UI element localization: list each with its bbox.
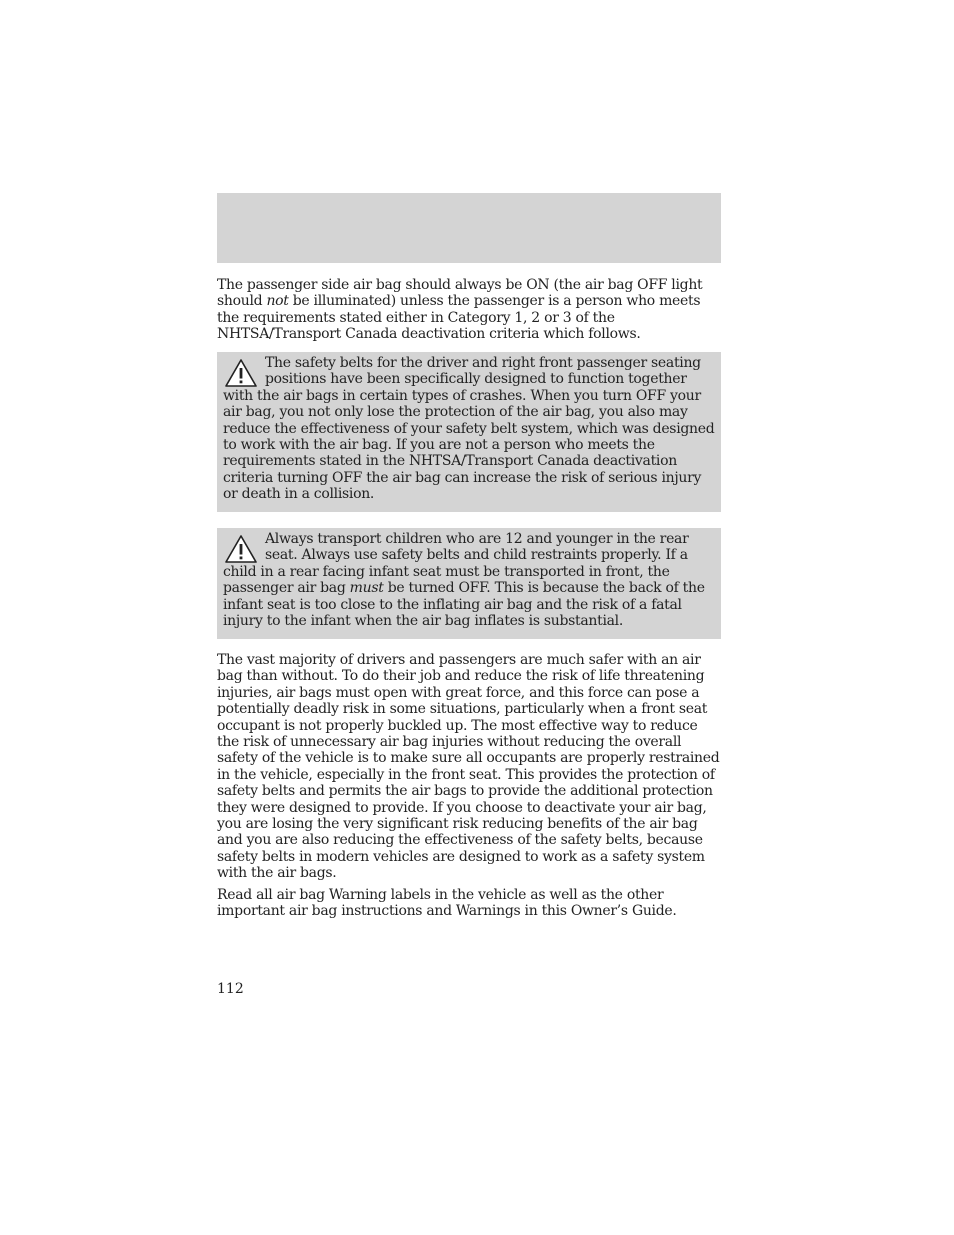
intro-emphasis: not <box>266 293 289 310</box>
warning-box-children <box>217 528 721 639</box>
warning-text-part1: Always transport children who are 12 and younger in the rear seat. Always use safety belts and child restraints properly. If a child in a rear facing infant seat must be transported in front, the passenger air bag <box>223 531 689 597</box>
intro-text-part2: be illuminated) unless the passenger is a person who meets the requirements stated either in Category 1, 2 or 3 of the NHTSA/Transport Canada deactivation criteria which follows. <box>217 293 701 343</box>
page-number: 112 <box>217 981 244 997</box>
body-paragraph: The vast majority of drivers and passengers are much safer with an air bag than without. To do their job and reduce the risk of life threatening injuries, air bags must open with great force, and this force can pose a potentially deadly risk in some situations, particularly when a front seat occupant is not properly buckled up. The most effective way to reduce the risk of unnecessary air bag injuries without reducing the overall safety of the vehicle is to make sure all occupants are properly restrained in the vehicle, especially in the front seat. This provides the protection of safety belts and permits the air bags to provide the additional protection they were designed to provide. If you choose to deactivate your air bag, you are losing the very significant risk reducing benefits of the air bag and you are also reducing the effectiveness of the safety belts, because safety belts in modern vehicles are designed to work as a safety system with the air bags. <box>217 652 720 882</box>
warning-text: The safety belts for the driver and right front passenger seating positions have been specifically designed to function together with the air bags in certain types of crashes. When you turn OFF your air bag, you not only lose the protection of the air bag, you also may reduce the effectiveness of your safety belt system, which was designed to work with the air bag. If you are not a person who meets the requirements stated in the NHTSA/Transport Canada deactivation criteria turning OFF the air bag can increase the risk of serious injury or death in a collision. <box>223 355 715 503</box>
warning-box-safety-belts <box>217 352 721 512</box>
warning-emphasis: must <box>349 580 384 597</box>
section-header-band <box>217 193 721 263</box>
intro-text-part1: The passenger side air bag should always be ON (the air bag OFF light should <box>217 277 703 310</box>
closing-paragraph: Read all air bag Warning labels in the vehicle as well as the other important air bag instructions and Warnings in this Owner’s Guide. <box>217 887 677 920</box>
warning-text-part2: be turned OFF. This is because the back of the infant seat is too close to the inflating air bag and the risk of a fatal injury to the infant when the air bag inflates is substantial. <box>223 580 705 630</box>
warning-text <box>223 531 715 629</box>
intro-paragraph <box>217 277 721 343</box>
